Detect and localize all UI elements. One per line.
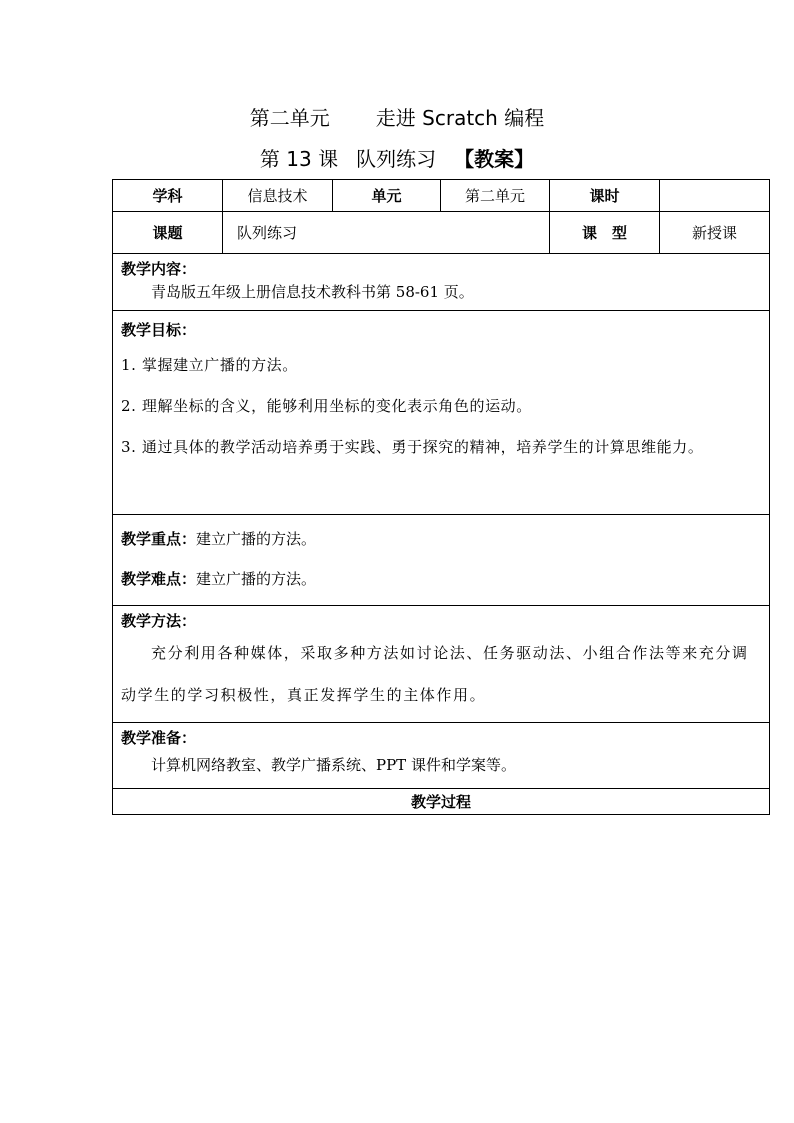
- process-heading: 教学过程: [113, 789, 770, 815]
- methods-heading: 教学方法：: [121, 612, 197, 630]
- methods-text: 充分利用各种媒体，采取多种方法如讨论法、任务驱动法、小组合作法等来充分调动学生的学习积极性，真正发挥学生的主体作用。: [121, 644, 749, 704]
- methods-row: [113, 606, 770, 723]
- topic-value: 队列练习: [223, 212, 550, 254]
- objective-item-1: 1. 掌握建立广播的方法。: [121, 356, 298, 374]
- hours-label: 课时: [550, 180, 660, 212]
- unit-title: [0, 103, 794, 133]
- lesson-plan-table: [112, 179, 770, 815]
- preparation-section: [113, 723, 770, 789]
- objectives-row: [113, 311, 770, 515]
- preparation-heading: 教学准备：: [121, 729, 197, 747]
- topic-label: 课题: [113, 212, 223, 254]
- preparation-text: 计算机网络教室、教学广播系统、PPT 课件和学案等。: [151, 756, 516, 774]
- unit-label-cell: 单元: [333, 180, 441, 212]
- keypoints-section: [113, 515, 770, 606]
- keypoints-row: [113, 515, 770, 606]
- difficulty-text: 建立广播的方法。: [196, 570, 317, 588]
- lesson-number: 第 13 课: [259, 147, 339, 171]
- process-row: [113, 789, 770, 815]
- type-label: 课 型: [550, 212, 660, 254]
- difficulty-label: 教学难点：: [121, 570, 197, 588]
- subject-value: 信息技术: [223, 180, 333, 212]
- key-label: 教学重点：: [121, 530, 197, 548]
- hours-value: [660, 180, 770, 212]
- lesson-title: [0, 144, 794, 174]
- objectives-heading: 教学目标：: [121, 321, 197, 339]
- type-value: 新授课: [660, 212, 770, 254]
- unit-label: 第二单元: [249, 106, 330, 130]
- objective-item-3: 3. 通过具体的教学活动培养勇于实践、勇于探究的精神，培养学生的计算思维能力。: [121, 438, 704, 456]
- content-section: [113, 254, 770, 311]
- info-row-1: [113, 180, 770, 212]
- info-row-2: [113, 212, 770, 254]
- subject-label: 学科: [113, 180, 223, 212]
- unit-value-cell: 第二单元: [441, 180, 550, 212]
- content-text: 青岛版五年级上册信息技术教科书第 58-61 页。: [151, 283, 474, 301]
- preparation-row: [113, 723, 770, 789]
- objective-item-2: 2. 理解坐标的含义，能够利用坐标的变化表示角色的运动。: [121, 397, 532, 415]
- methods-section: [113, 606, 770, 723]
- lesson-tag: 【教案】: [454, 147, 535, 171]
- unit-topic: 走进 Scratch 编程: [375, 106, 545, 130]
- content-row: [113, 254, 770, 311]
- objectives-section: [113, 311, 770, 515]
- content-heading: 教学内容：: [121, 260, 197, 278]
- lesson-name: 队列练习: [356, 147, 437, 171]
- key-text: 建立广播的方法。: [196, 530, 317, 548]
